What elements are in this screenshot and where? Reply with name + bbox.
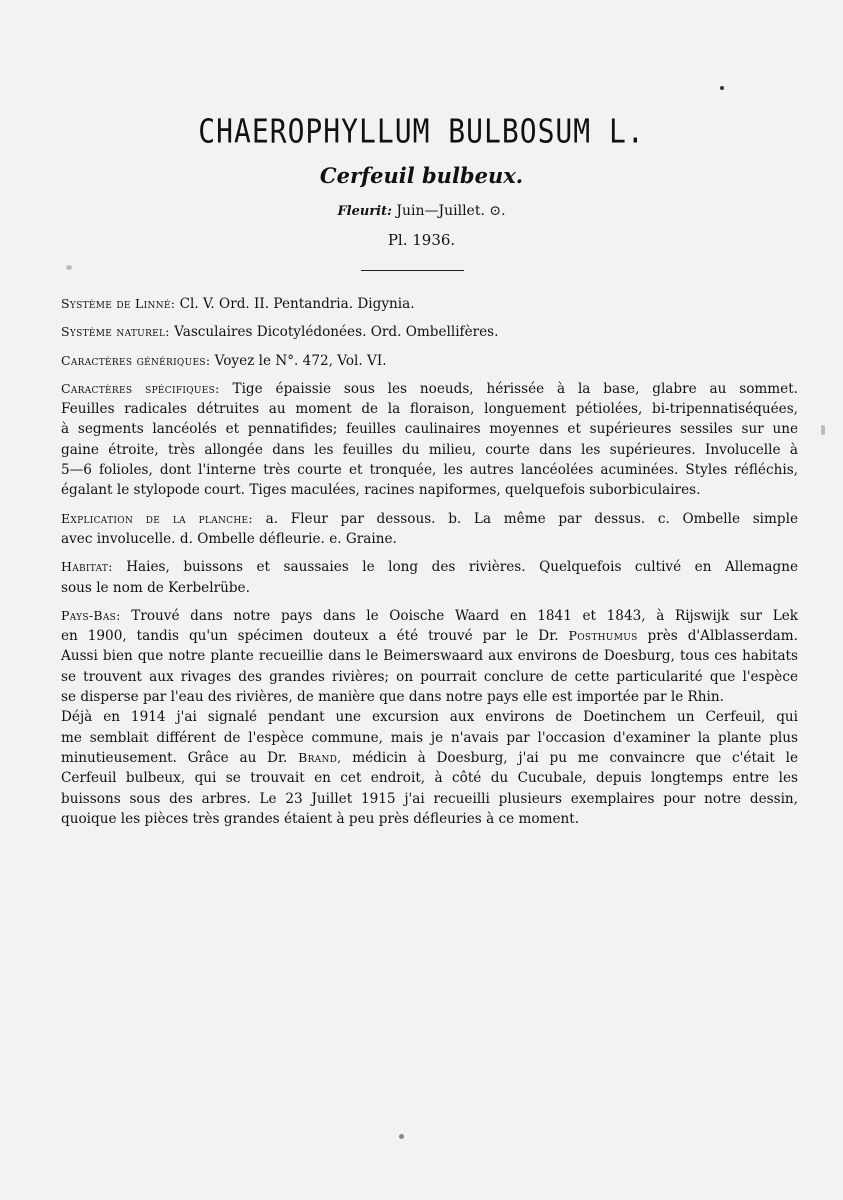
narrative-line: minutieusement. Grâce au Dr. Brand, médicin à Doesburg, j'ai pu me convaincre que c'était le xyxy=(61,749,798,766)
flowering-value: Juin—Juillet. ⊙. xyxy=(396,203,506,219)
narrative-line: quoique les pièces très grandes étaient à peu près défleuries à ce moment. xyxy=(61,810,580,827)
systeme-naturel xyxy=(61,322,798,342)
habitat-label: Habitat: xyxy=(61,559,113,575)
caracteres-generiques-text: Voyez le N°. 472, Vol. VI. xyxy=(214,352,387,369)
systeme-linne xyxy=(61,294,798,314)
systeme-naturel-label: Système naturel: xyxy=(61,324,170,340)
specifiques-line: gaine étroite, très allongée dans les feuilles du milieu, courte dans les supérieures. Involucelle à xyxy=(61,441,798,458)
title-divider xyxy=(361,270,464,271)
systeme-linne-label: Système de Linné: xyxy=(61,296,176,311)
narrative-line: Déjà en 1914 j'ai signalé pendant une excursion aux environs de Doetinchem un Cerfeuil, qui xyxy=(61,709,798,726)
specifiques-line: 5—6 folioles, dont l'interne très courte et tronquée, les autres lancéolées acuminées. Styles réfléchis, xyxy=(61,462,798,479)
explication-line: avec involucelle. d. Ombelle défleurie. e. Graine. xyxy=(61,530,397,547)
narrative-line: Cerfeuil bulbeux, qui se trouvait en cet endroit, à côté du Cucubale, depuis longtemps entre les xyxy=(61,770,798,787)
narrative-paragraph xyxy=(61,707,798,829)
species-title: CHAERОPHYLLUM BULBOSUM L. xyxy=(198,112,645,151)
pays-bas-line: se disperse par l'eau des rivières, de manière que dans notre pays elle est importée par le Rhin. xyxy=(61,689,724,706)
pays-bas-label: Pays-Bas: xyxy=(61,607,121,623)
pays-bas-line: Pays-Bas: Trouvé dans notre pays dans le Ooische Waard en 1841 et 1843, à Rijswijk sur Lek xyxy=(61,607,798,624)
caracteres-specifiques xyxy=(61,379,798,501)
systeme-naturel-text: Vasculaires Dicotylédonées. Ord. Ombellifères. xyxy=(174,324,499,341)
paper-speck xyxy=(821,425,825,435)
habitat-line: Habitat: Haies, buissons et saussaies le long des rivières. Quelquefois cultivé en Allemagne xyxy=(61,559,798,576)
specifiques-line: Caractères spécifiques: Tige épaissie sous les noeuds, hérissée à la base, glabre au sommet. xyxy=(61,380,798,397)
caracteres-generiques-label: Caractères génériques: xyxy=(61,352,211,368)
narrative-line: me semblait différent de l'espèce commune, mais je n'avais par l'occasion d'examiner la plante plus xyxy=(61,729,798,746)
person-name: Brand, xyxy=(298,749,342,765)
habitat xyxy=(61,557,798,598)
caracteres-generiques xyxy=(61,351,798,371)
paper-speck xyxy=(720,86,724,90)
person-name: Posthumus xyxy=(568,628,638,644)
flowering-label: Fleurit: xyxy=(337,204,392,219)
explication-planche xyxy=(61,509,798,550)
specifiques-line: à segments lancéolés et pennatifides; feuilles caulinaires moyennes et supérieures sessiles sur une xyxy=(61,421,798,438)
caracteres-specifiques-label: Caractères spécifiques: xyxy=(61,380,220,396)
explication-label: Explication de la planche: xyxy=(61,510,253,526)
description-body xyxy=(61,294,798,829)
systeme-linne-text: Cl. V. Ord. II. Pentandria. Digynia. xyxy=(179,296,415,312)
common-name: Cerfeuil bulbeux. xyxy=(319,163,524,188)
habitat-line: sous le nom de Kerbelrübe. xyxy=(61,579,250,596)
pays-bas-line: Aussi bien que notre plante recueillie dans le Beimerswaard aux environs de Doesburg, tous ces habitats xyxy=(61,648,798,665)
narrative-line: buissons sous des arbres. Le 23 Juillet 1915 j'ai recueilli plusieurs exemplaires pour notre dessin, xyxy=(61,790,798,807)
plate-number: Pl. 1936. xyxy=(387,231,456,249)
paper-speck xyxy=(66,265,72,270)
pays-bas xyxy=(61,606,798,707)
specifiques-line: égalant le stylopode court. Tiges maculées, racines napiformes, quelquefois suborbiculaires. xyxy=(61,482,701,499)
specifiques-line: Feuilles radicales détruites au moment de la floraison, longuement pétiolées, bi-tripennatiséquées, xyxy=(61,401,798,418)
pays-bas-line: en 1900, tandis qu'un spécimen douteux a été trouvé par le Dr. Posthumus près d'Alblasserdam. xyxy=(61,628,798,645)
paper-speck xyxy=(399,1134,404,1139)
flowering-period xyxy=(0,203,843,219)
pays-bas-line: se trouvent aux rivages des grandes rivières; on pourrait conclure de cette particularité que l'espèce xyxy=(61,668,798,685)
explication-line: Explication de la planche: a. Fleur par dessous. b. La même par dessus. c. Ombelle simple xyxy=(61,510,799,527)
